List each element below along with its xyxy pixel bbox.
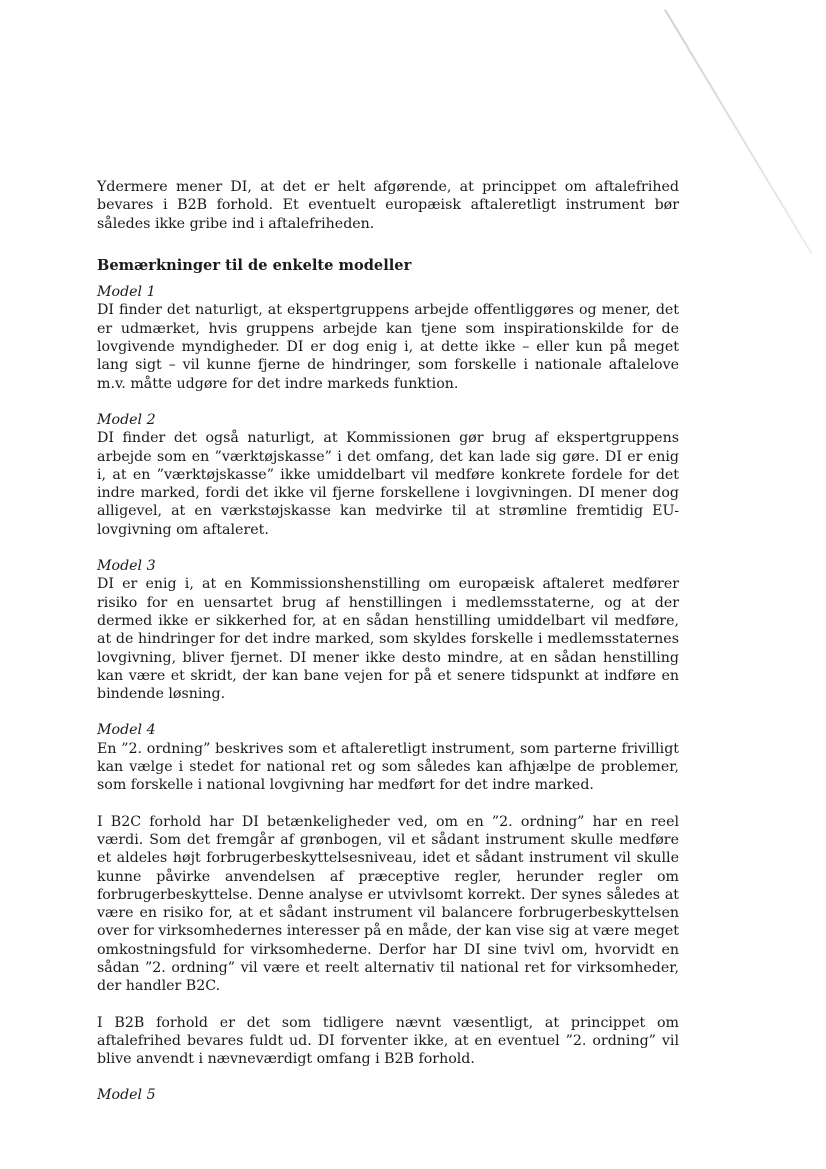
model-4-title: Model 4 [97,722,156,739]
model-3-paragraph: DI er enig i, at en Kommissionshenstilling om europæisk aftaleret medfører risiko for en uensartet brug af henstillingen i medlemsstaterne, og at der dermed ikke er sikkerhed for, at en sådan henstilling umiddelbart vil medføre, at de hindringer for det indre marked, som skyldes forskelle i medlemsstaternes lovgivning, bliver fjernet. DI mener ikke desto mindre, at en sådan henstilling kan være et skridt, der kan bane vejen for på et senere tidspunkt at indføre en bindende løsning. [97,576,679,703]
model-3-title: Model 3 [97,558,156,575]
model-5-section [97,1086,679,1104]
model-4-paragraph-3: I B2B forhold er det som tidligere nævnt væsentligt, at princippet om aftalefrihed bevares fuldt ud. DI forventer ikke, at en eventuel ”2. ordning” vil blive anvendt i nævneværdigt omfang i B2B forhold. [97,1014,679,1068]
model-1-title: Model 1 [97,284,156,301]
intro-paragraph: Ydermere mener DI, at det er helt afgørende, at princippet om aftalefrihed bevares i B2B forhold. Et eventuelt europæisk aftaleretligt instrument bør således ikke gribe ind i aftalefriheden. [97,179,679,232]
model-4-paragraph-1: En ”2. ordning” beskrives som et aftaleretligt instrument, som parterne frivilligt kan vælge i stedet for national ret og som således kan afhjælpe de problemer, som forskelle i national lovgivning har medført for det indre marked. [97,740,679,794]
model-1-section [97,283,679,393]
scan-edge-mark [664,9,813,254]
model-1-paragraph: DI finder det naturligt, at ekspertgruppens arbejde offentliggøres og mener, det er udmærket, hvis gruppens arbejde kan tjene som inspirationskilde for de lovgivende myndigheder. DI er dog enig i, at dette ikke – eller kun på meget lang sigt – vil kunne fjerne de hindringer, som forskelle i nationale aftalelove m.v. måtte udgøre for det indre markeds funktion. [97,302,679,392]
model-2-title: Model 2 [97,411,156,428]
model-4-section [97,721,679,1068]
model-5-title: Model 5 [97,1087,156,1104]
model-4-paragraph-2: I B2C forhold har DI betænkeligheder ved, om en ”2. ordning” har en reel værdi. Som det fremgår af grønbogen, vil et sådant instrument skulle medføre et aldeles højt forbrugerbeskyttelsesniveau, idet et sådant instrument vil skulle kunne påvirke anvendelsen af præceptive regler, herunder regler om forbrugerbeskyttelse. Denne analyse er utvivlsomt korrekt. Der synes således at være en risiko for, at et sådant instrument vil balancere forbrugerbeskyttelsen over for virksomhedernes interesser på en måde, der kan vise sig at være meget omkostningsfuld for virksomhederne. Derfor har DI sine tvivl om, hvorvidt en sådan ”2. ordning” vil være et reelt alternativ til national ret for virksomheder, der handler B2C. [97,813,679,995]
section-heading: Bemærkninger til de enkelte modeller [97,256,412,274]
document-body [97,178,679,1105]
model-2-paragraph: DI finder det også naturligt, at Kommissionen gør brug af ekspertgruppens arbejde som en ”værktøjskasse” i det omfang, det kan lade sig gøre. DI er enig i, at en ”værktøjskasse” ikke umiddelbart vil medføre konkrete fordele for det indre marked, fordi det ikke vil fjerne forskellene i lovgivningen. DI mener dog alligevel, at en værkstøjskasse kan medvirke til at strømline fremtidig EU-lovgivning om aftaleret. [97,430,679,538]
model-2-section [97,411,679,539]
model-3-section [97,557,679,703]
